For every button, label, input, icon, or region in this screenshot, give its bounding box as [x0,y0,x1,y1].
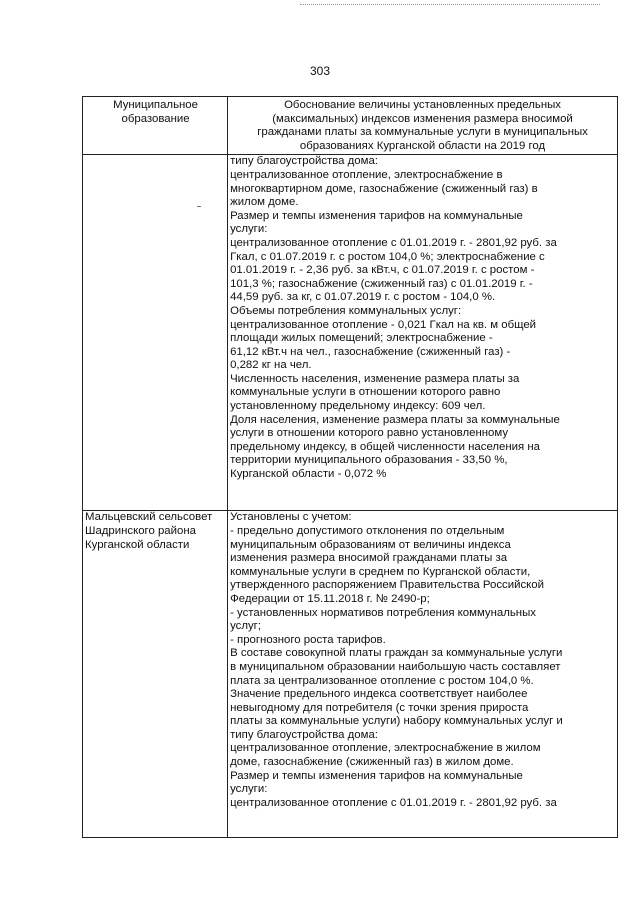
header-justification-line: образованиях Курганской области на 2019 год [299,139,546,152]
text-line: Установлены с учетом: [230,511,352,524]
text-line: централизованное отопление с 01.01.2019 г. - 2801,92 руб. за [230,236,557,249]
text-line: коммунальные услуги в отношении которого равно [230,386,501,399]
municipality-line: Мальцевский сельсовет [85,511,213,524]
header-municipality-line: образование [121,112,190,125]
text-line: многоквартирном доме, газоснабжение (сжиженный газ) в [230,182,538,195]
text-line: коммунальные услуги в среднем по Курганской области, [230,565,531,578]
text-line: Курганской области - 0,072 % [230,468,387,481]
municipality-line: Курганской области [85,538,190,551]
header-justification [228,97,618,155]
table-header-row [83,97,618,155]
text-line: 44,59 руб. за кг, с 01.07.2019 г. с ростом - 104,0 %. [230,291,496,304]
table-row [83,511,618,838]
text-line: услуги: [230,223,268,236]
header-justification-line: гражданами платы за коммунальные услуги в муниципальных [257,126,588,139]
text-line: в муниципальном образовании наибольшую часть составляет [230,660,561,673]
text-line: Объемы потребления коммунальных услуг: [230,304,462,317]
text-line: централизованное отопление, электроснабжение в [230,168,503,181]
text-line: типу благоустройства дома: [230,155,378,168]
text-line: 61,12 кВт.ч на чел., газоснабжение (сжиженный газ) - [230,345,511,358]
justification-cell [228,155,618,511]
text-line: Численность населения, изменение размера платы за [230,372,520,385]
header-justification-line: (максимальных) индексов изменения размера вносимой [272,112,573,125]
municipality-line: Шадринского района [85,524,196,537]
text-line: централизованное отопление с 01.01.2019 г. - 2801,92 руб. за [230,796,557,809]
text-line: доме, газоснабжение (сжиженный газ) в жилом доме. [230,756,514,769]
tariff-justification-table [82,96,618,838]
text-line: Федерации от 15.11.2018 г. № 2490-р; [230,592,430,605]
justification-cell [228,511,618,838]
text-line: площади жилых помещений; электроснабжение - [230,332,493,345]
text-line: услуги: [230,783,268,796]
text-line: установленному предельному индексу: 609 чел. [230,400,486,413]
text-line: - прогнозного роста тарифов. [230,633,386,646]
text-line: 0,282 кг на чел. [230,359,312,372]
text-line: плата за централизованное отопление с ростом 104,0 %. [230,674,534,687]
text-line: услуги в отношении которого равно установленному [230,427,509,440]
header-municipality-line: Муниципальное [113,99,198,111]
text-line: территории муниципального образования - 33,50 %, [230,454,508,467]
text-line: В составе совокупной платы граждан за коммунальные услуги [230,647,563,660]
header-justification-line: Обоснование величины установленных предельных [284,99,561,111]
text-line: платы за коммунальные услуги) набору коммунальных услуг и [230,715,563,728]
municipality-cell [83,511,228,838]
scan-artifact [300,4,600,7]
text-line: Гкал, с 01.07.2019 г. с ростом 104,0 %; электроснабжение с [230,250,545,263]
text-line: Размер и темпы изменения тарифов на коммунальные [230,209,523,222]
text-line: утвержденного распоряжением Правительства Российской [230,579,544,592]
text-line: услуг; [230,620,262,633]
text-line: муниципальным образованиям от величины индекса [230,538,511,551]
text-line: Размер и темпы изменения тарифов на коммунальные [230,769,523,782]
municipality-cell [83,155,228,511]
text-line: Значение предельного индекса соответствует наиболее [230,688,528,701]
table-row [83,155,618,511]
text-line: 101,3 %; газоснабжение (сжиженный газ) с 01.01.2019 г. - [230,277,533,290]
header-municipality [83,97,228,155]
text-line: Доля населения, изменение размера платы за коммунальные [230,413,560,426]
text-line: - установленных нормативов потребления коммунальных [230,606,536,619]
text-line: изменения размера вносимой гражданами платы за [230,552,508,565]
text-line: централизованное отопление, электроснабжение в жилом [230,742,541,755]
text-line: невыгодному для потребителя (с точки зрения прироста [230,701,529,714]
text-line: типу благоустройства дома: [230,728,378,741]
page-number: 303 [309,64,331,78]
text-line: - предельно допустимого отклонения по отдельным [230,524,505,537]
text-line: централизованное отопление - 0,021 Гкал на кв. м общей [230,318,537,331]
text-line: жилом доме. [230,196,299,209]
text-line: 01.01.2019 г. - 2,36 руб. за кВт.ч, с 01.07.2019 г. с ростом - [230,264,535,277]
text-line: предельному индексу, в общей численности населения на [230,440,540,453]
